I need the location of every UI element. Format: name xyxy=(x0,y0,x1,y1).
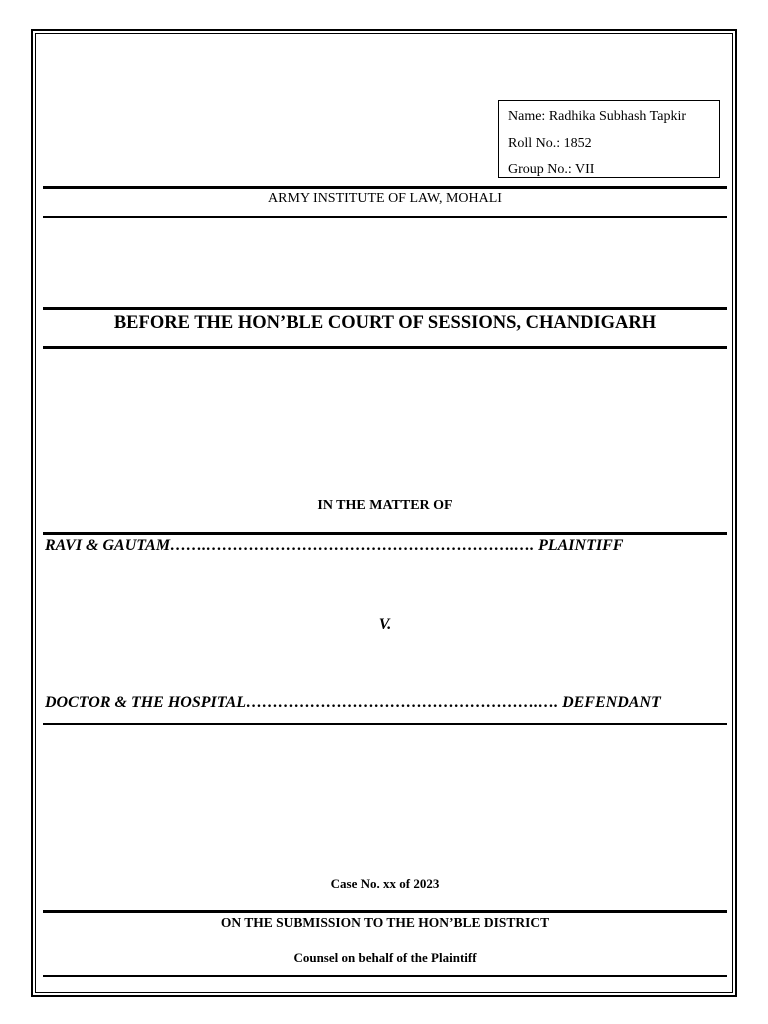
student-name: Name: Radhika Subhash Tapkir xyxy=(508,109,687,124)
divider xyxy=(43,975,727,977)
plaintiff-line: RAVI & GAUTAM…….………………………………………………….…. PLAINTIFF xyxy=(45,537,624,554)
divider xyxy=(43,186,727,189)
court-heading: BEFORE THE HON’BLE COURT OF SESSIONS, CHANDIGARH xyxy=(113,313,657,333)
student-roll: Roll No.: 1852 xyxy=(508,135,592,151)
submission-line: ON THE SUBMISSION TO THE HON’BLE DISTRICT xyxy=(220,915,550,930)
versus: V. xyxy=(378,616,392,633)
case-number: Case No. xx of 2023 xyxy=(330,876,440,891)
student-group: Group No.: VII xyxy=(508,162,595,177)
divider xyxy=(43,910,727,913)
institute-name: ARMY INSTITUTE OF LAW, MOHALI xyxy=(268,191,502,206)
divider xyxy=(43,216,727,218)
student-info-box xyxy=(498,100,720,178)
defendant-line: DOCTOR & THE HOSPITAL……………………………………………….…. DEFENDANT xyxy=(45,694,661,711)
counsel-line: Counsel on behalf of the Plaintiff xyxy=(293,950,477,965)
divider xyxy=(43,346,727,349)
divider xyxy=(43,532,727,535)
divider xyxy=(43,307,727,310)
matter-heading: IN THE MATTER OF xyxy=(317,498,453,513)
divider xyxy=(43,723,727,725)
